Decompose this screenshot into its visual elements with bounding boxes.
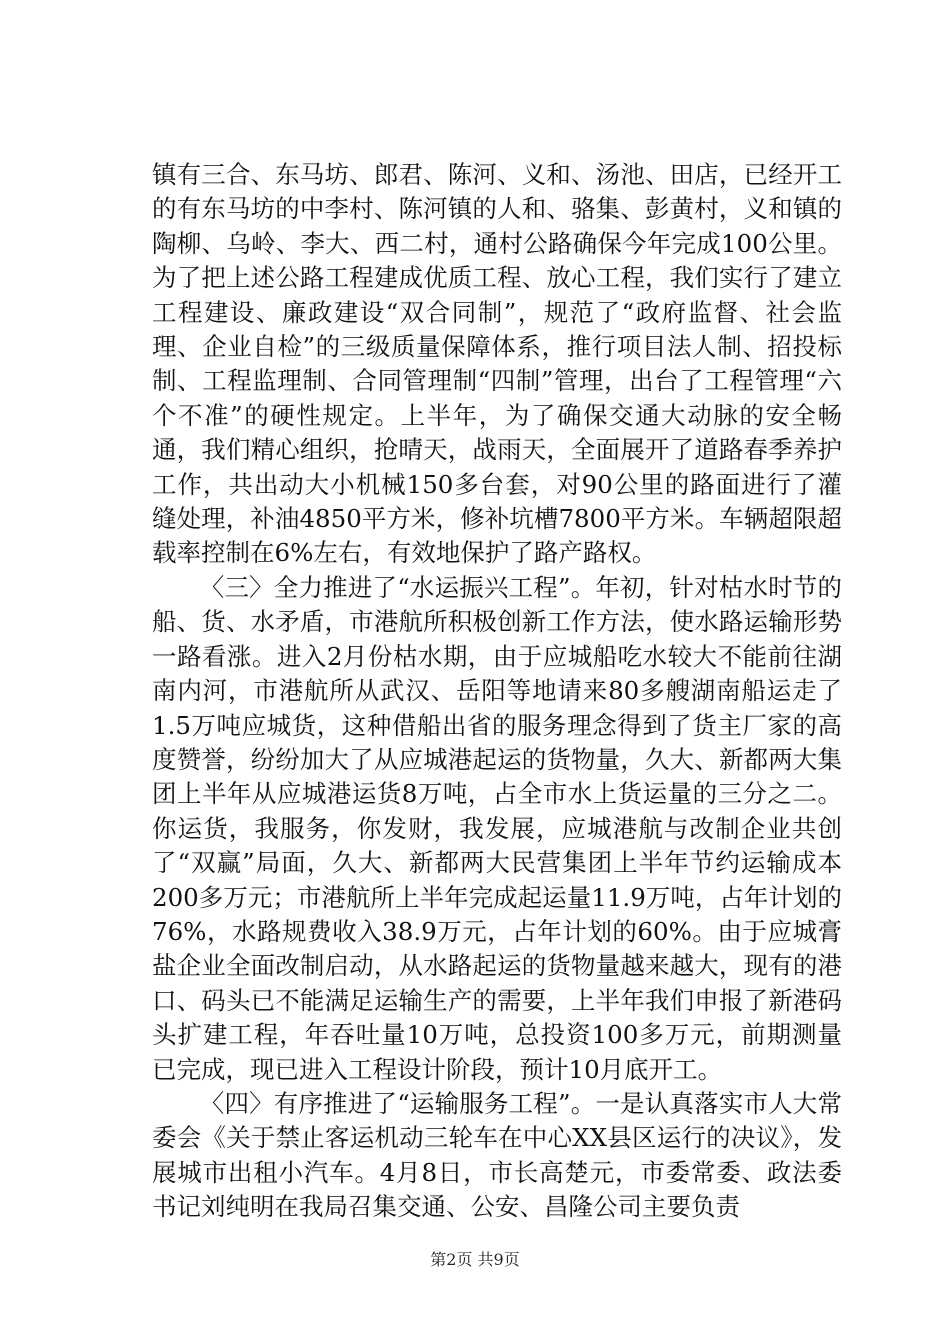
page-footer <box>0 1247 950 1270</box>
document-body <box>152 158 842 1225</box>
paragraph-road-construction: 镇有三合、东马坊、郎君、陈河、义和、汤池、田店，已经开工的有东马坊的中李村、陈河镇的人和、骆集、彭黄村，义和镇的陶柳、乌岭、李大、西二村，通村公路确保今年完成100公里。为了把上述公路工程建成优质工程、放心工程，我们实行了建立工程建设、廉政建设“双合同制”，规范了“政府监督、社会监理、企业自检”的三级质量保障体系，推行项目法人制、招投标制、工程监理制、合同管理制“四制”管理，出台了工程管理“六个不准”的硬性规定。上半年，为了确保交通大动脉的安全畅通，我们精心组织，抢晴天，战雨天，全面展开了道路春季养护工作，共出动大小机械150多台套，对90公里的路面进行了灌缝处理，补油4850平方米，修补坑槽7800平方米。车辆超限超载率控制在6%左右，有效地保护了路产路权。 <box>152 160 842 568</box>
paragraph-water-transport: 〈三〉全力推进了“水运振兴工程”。年初，针对枯水时节的船、货、水矛盾，市港航所积极创新工作方法，使水路运输形势一路看涨。进入2月份枯水期，由于应城船吃水较大不能前往湖南内河，市港航所从武汉、岳阳等地请来80多艘湖南船运走了1.5万吨应城货，这种借船出省的服务理念得到了货主厂家的高度赞誉，纷纷加大了从应城港起运的货物量，久大、新都两大集团上半年从应城港运货8万吨，占全市水上货运量的三分之二。你运货，我服务，你发财，我发展，应城港航与改制企业共创了“双赢”局面，久大、新都两大民营集团上半年节约运输成本200多万元；市港航所上半年完成起运量11.9万吨，占年计划的76%，水路规费收入38.9万元，占年计划的60%。由于应城膏盐企业全面改制启动，从水路起运的货物量越来越大，现有的港口、码头已不能满足运输生产的需要，上半年我们申报了新港码头扩建工程，年吞吐量10万吨，总投资100多万元，前期测量已完成，现已进入工程设计阶段，预计10月底开工。 <box>152 572 842 1084</box>
paragraph-transport-service: 〈四〉有序推进了“运输服务工程”。一是认真落实市人大常委会《关于禁止客运机动三轮车在中心XX县区运行的决议》，发展城市出租小汽车。4月8日，市长高楚元，市委常委、政法委书记刘纯明在我局召集交通、公安、昌隆公司主要负责 <box>152 1088 842 1222</box>
page-number-indicator: 第2页 共9页 <box>430 1250 520 1269</box>
